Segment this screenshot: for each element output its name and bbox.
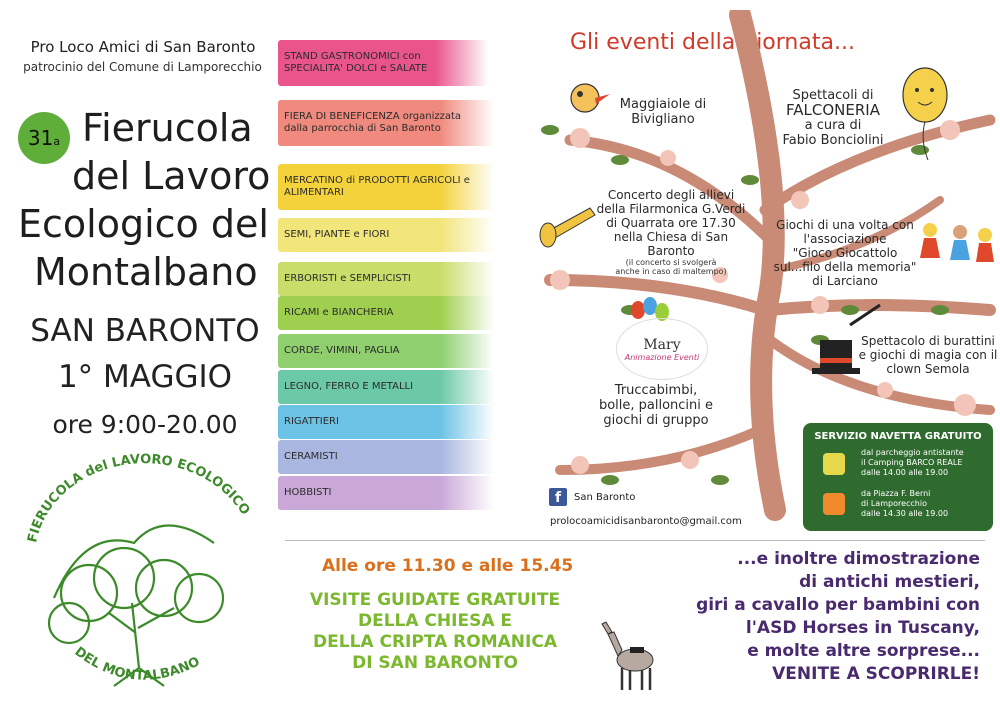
guided-visits	[300, 590, 570, 674]
concerto-line-2: della Filarmonica G.Verdi	[596, 202, 746, 216]
edition-badge	[18, 112, 70, 164]
extra-line-4: l'ASD Horses in Tuscany,	[745, 618, 980, 638]
organizer-name: Pro Loco Amici di San Baronto	[30, 38, 256, 56]
children-icon	[920, 223, 994, 262]
giochi-line-4: sul...filo della memoria"	[773, 260, 917, 274]
extra-line-2: di antichi mestieri,	[799, 572, 980, 592]
extra-activities	[620, 548, 980, 686]
visits-line-2: DELLA CHIESA E	[357, 611, 513, 631]
patronage-text: patrocinio del Comune di Lamporecchio	[23, 60, 262, 74]
logo-text-top: FIERUCOLA del LAVORO ECOLOGICO	[25, 452, 253, 545]
giochi-line-5: di Larciano	[812, 274, 878, 288]
mary-logo	[616, 318, 708, 380]
svg-text:FIERUCOLA del LAVORO ECOLOGICO	[25, 452, 252, 544]
extra-line-5: e molte altre sorprese...	[747, 641, 980, 661]
facebook-page[interactable]: San Baronto	[574, 492, 636, 503]
visit-times: Alle ore 11.30 e alle 15.45	[322, 556, 574, 576]
extra-line-3: giri a cavallo per bambini con	[696, 595, 980, 615]
stand-stripe: CORDE, VIMINI, PAGLIA	[278, 334, 494, 368]
stand-stripe: CERAMISTI	[278, 440, 494, 474]
logo-text-bottom: DEL MONTALBANO	[71, 644, 203, 684]
visits-line-1: VISITE GUIDATE GRATUITE	[309, 590, 561, 610]
shuttle-route-1	[861, 448, 964, 478]
event-hours: ore 9:00-20.00	[52, 410, 238, 439]
trumpet-icon	[540, 208, 595, 247]
concerto-note-2: anche in caso di maltempo)	[615, 267, 727, 276]
route2-line-2: di Lamporecchio	[861, 499, 927, 508]
burattini-line-3: clown Semola	[886, 362, 970, 376]
fierucola-logo	[14, 448, 272, 698]
falconeria-line-2: FALCONERIA	[786, 101, 880, 119]
stand-stripe: HOBBISTI	[278, 476, 494, 510]
shuttle-title: SERVIZIO NAVETTA GRATUITO	[814, 431, 982, 442]
title-line-4: Montalbano	[34, 250, 258, 294]
concerto-line-3: di Quarrata ore 17.30	[606, 216, 736, 230]
stand-stripe: LEGNO, FERRO E METALLI	[278, 370, 494, 404]
mary-brand: Mary	[643, 337, 681, 353]
event-maggiaiole: Maggiaiole di Bivigliano	[619, 97, 707, 127]
title-line-2: del Lavoro	[72, 154, 271, 198]
shuttle-route-2	[861, 489, 948, 519]
extra-line-6: VENITE A SCOPRIRLE!	[772, 664, 980, 684]
falconeria-line-1: Spettacoli di	[792, 88, 874, 103]
event-place	[10, 312, 280, 396]
route1-line-2: il Camping BARCO REALE	[861, 458, 963, 467]
mary-sub: Animazione Eventi	[624, 353, 700, 362]
place-name: SAN BARONTO	[30, 313, 260, 349]
event-truccabimbi	[586, 383, 726, 428]
concerto-line-4: nella Chiesa di San Baronto	[613, 230, 729, 258]
route2-line-3: dalle 14.30 alle 19.00	[861, 509, 949, 518]
stand-stripe: FIERA DI BENEFICENZA organizzata dalla parrocchia di San Baronto	[278, 100, 494, 146]
trucca-line-1: Truccabimbi,	[614, 383, 698, 398]
event-falconeria	[768, 88, 898, 148]
stand-stripe: RIGATTIERI	[278, 405, 494, 439]
bird-icon	[571, 84, 610, 112]
bus-icon-1	[823, 453, 845, 475]
title-line-3: Ecologico del	[18, 202, 269, 246]
event-date: 1° MAGGIO	[57, 359, 233, 395]
extra-line-1: ...e inoltre dimostrazione	[737, 549, 980, 569]
visits-line-3: DELLA CRIPTA ROMANICA	[313, 632, 557, 652]
burattini-line-2: e giochi di magia con il	[858, 348, 998, 362]
events-title: Gli eventi della giornata...	[570, 30, 855, 55]
event-concerto	[596, 188, 746, 276]
edition-number: 31	[27, 126, 54, 150]
route1-line-3: dalle 14.00 alle 19.00	[861, 468, 949, 477]
giochi-line-2: l'associazione	[803, 232, 887, 246]
facebook-icon[interactable]: f	[549, 488, 567, 506]
bus-icon-2	[823, 493, 845, 515]
stand-stripe: SEMI, PIANTE e FIORI	[278, 218, 494, 252]
title-line-1: Fierucola	[82, 106, 253, 150]
stand-stripe: ERBORISTI e SEMPLICISTI	[278, 262, 494, 296]
route2-line-1: da Piazza F. Berni	[861, 489, 931, 498]
giochi-line-1: Giochi di una volta con	[776, 218, 914, 232]
divider	[285, 540, 985, 541]
visits-line-4: DI SAN BARONTO	[352, 653, 518, 673]
event-burattini	[858, 334, 998, 376]
falconeria-line-4: Fabio Bonciolini	[782, 133, 884, 148]
stand-stripe: RICAMI e BIANCHERIA	[278, 296, 494, 330]
trucca-line-3: giochi di gruppo	[603, 413, 709, 428]
concerto-note-1: (il concerto si svolgerà	[625, 258, 717, 267]
falconeria-line-3: a cura di	[804, 118, 862, 133]
stand-stripe: MERCATINO di PRODOTTI AGRICOLI e ALIMENTARI	[278, 164, 494, 210]
concerto-line-1: Concerto degli allievi	[607, 188, 735, 202]
giochi-line-3: "Gioco Giocattolo	[792, 246, 898, 260]
trucca-line-2: bolle, palloncini e	[598, 398, 714, 413]
burattini-line-1: Spettacolo di burattini	[861, 334, 995, 348]
route1-line-1: dal parcheggio antistante	[861, 448, 964, 457]
contact-email[interactable]: prolocoamicidisanbaronto@gmail.com	[550, 516, 742, 527]
event-giochi	[770, 218, 920, 288]
stand-stripe: STAND GASTRONOMICI con SPECIALITA' DOLCI e SALATE	[278, 40, 488, 86]
shuttle-box	[803, 423, 993, 531]
edition-suffix: a	[53, 135, 61, 148]
